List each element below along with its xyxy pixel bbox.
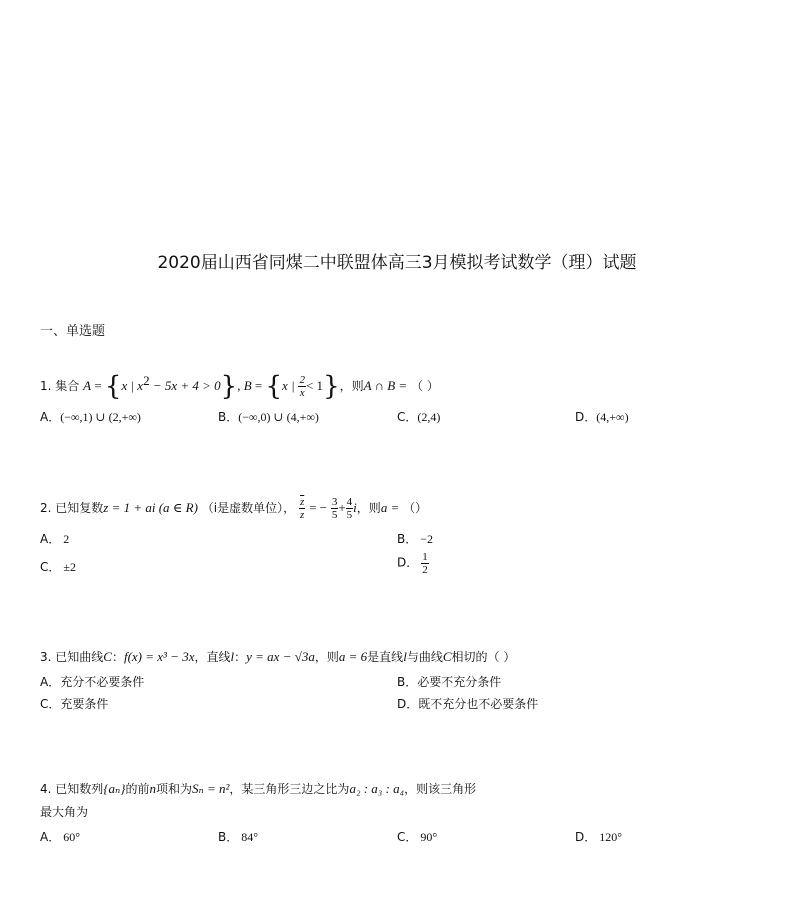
q2-equals: = − xyxy=(309,500,327,515)
question-1-stem: 1. 集合 A = {x | $x^2 - 5x + 4 > 0$}, B = {x | $\frac{2}{x}$ < 1}，则A ∩ B = （ ） xyxy=(40,371,439,402)
q3-prefix: 3. 已知曲线 xyxy=(40,650,104,664)
q2-zbar-over-z: $\frac{\overline{z}}{z}$ xyxy=(299,496,305,521)
q2-option-d[interactable]: D． $\frac{1}{2}$ xyxy=(397,551,428,576)
q2-a-expression: a = xyxy=(380,500,400,515)
q3-tail: 相切的（ ） xyxy=(451,650,516,664)
q4-option-d[interactable]: D． 120° xyxy=(575,830,623,844)
q3-option-d[interactable]: D．既不充分也不必要条件 xyxy=(397,697,539,711)
question-2-stem xyxy=(40,496,427,521)
q3-line-equation: y = ax − √3a xyxy=(246,649,315,664)
q2-z-expression: z = 1 + ai (a ∈ R) xyxy=(103,500,198,515)
q2-option-d-fraction: $\frac{1}{2}$ xyxy=(422,551,428,576)
q2-tail: （） xyxy=(403,501,428,515)
q1-set-a-inner: x | x xyxy=(121,378,144,393)
q3-line: l xyxy=(230,649,235,664)
q2-prefix: 2. 已知复数 xyxy=(40,501,104,515)
q3-option-b[interactable]: B．必要不充分条件 xyxy=(397,675,502,689)
q4-prefix: 4. 已知数列 xyxy=(40,782,104,796)
q1-mid-text: ，则 xyxy=(339,379,364,393)
q1-set-a-condition: − 5x + 4 > 0 xyxy=(149,378,221,393)
q1-option-c[interactable]: C．(2,4) xyxy=(397,410,441,424)
q1-option-d[interactable]: D．(4,+∞) xyxy=(575,410,629,424)
q1-option-a[interactable]: A．(−∞,1) ∪ (2,+∞) xyxy=(40,410,141,424)
q4-ratio: a₂ : a₃ : a₄ xyxy=(349,781,405,796)
q4-sequence: {aₙ} xyxy=(103,781,126,796)
q1-option-b[interactable]: B．(−∞,0) ∪ (4,+∞) xyxy=(218,410,319,424)
q2-plus: + xyxy=(338,500,346,515)
q2-option-a[interactable]: A． 2 xyxy=(40,532,70,546)
q1-set-b-condition: < 1 xyxy=(305,378,324,393)
q2-option-b[interactable]: B． −2 xyxy=(397,532,434,546)
q4-stem-line-2: 最大角为 xyxy=(40,805,89,819)
q2-then: ，则 xyxy=(356,501,381,515)
q1-expression: A ∩ B = xyxy=(363,378,408,393)
q3-a-value: a = 6 xyxy=(338,649,368,664)
q4-sum: Sₙ = n² xyxy=(191,781,230,796)
page-title: 2020届山西省同煤二中联盟体高三3月模拟考试数学（理）试题 xyxy=(157,253,637,273)
question-3-stem: 3. 已知曲线C：f(x) = x³ − 3x，直线l：y = ax − √3a，则a = 6是直线l与曲线C相切的（ ） xyxy=(40,649,516,664)
q3-option-c[interactable]: C．充要条件 xyxy=(40,697,109,711)
q4-option-a[interactable]: A． 60° xyxy=(40,830,81,844)
q2-fraction-1: $\frac{3}{5}$ xyxy=(331,496,338,521)
q2-imag-unit: i xyxy=(353,500,357,515)
q4-option-b[interactable]: B． 84° xyxy=(218,830,259,844)
q3-option-a[interactable]: A．充分不必要条件 xyxy=(40,675,145,689)
q3-function: f(x) = x³ − 3x xyxy=(123,649,195,664)
q1-set-b-inner: x | xyxy=(282,378,295,393)
q3-curve: C xyxy=(103,649,112,664)
q2-fraction-2: $\frac{4}{5}$ xyxy=(346,496,353,521)
q1-tail: （ ） xyxy=(411,379,439,393)
q1-set-b-label: B xyxy=(243,378,252,393)
q1-fraction: $\frac{2}{x}$ xyxy=(299,374,305,399)
section-heading: 一、单选题 xyxy=(40,324,106,339)
q1-set-a-label: A xyxy=(83,378,92,393)
q2-note: （i是虚数单位）， xyxy=(201,501,296,515)
q2-option-c[interactable]: C． ±2 xyxy=(40,560,76,574)
q1-prefix: 1. 集合 xyxy=(40,379,80,393)
question-4-stem: 4. 已知数列{aₙ}的前n项和为Sₙ = n²，某三角形三边之比为a₂ : a₃ : a₄，则该三角形 xyxy=(40,781,477,796)
q4-tail: ，则该三角形 xyxy=(404,782,477,796)
q4-option-c[interactable]: C． 90° xyxy=(397,830,438,844)
